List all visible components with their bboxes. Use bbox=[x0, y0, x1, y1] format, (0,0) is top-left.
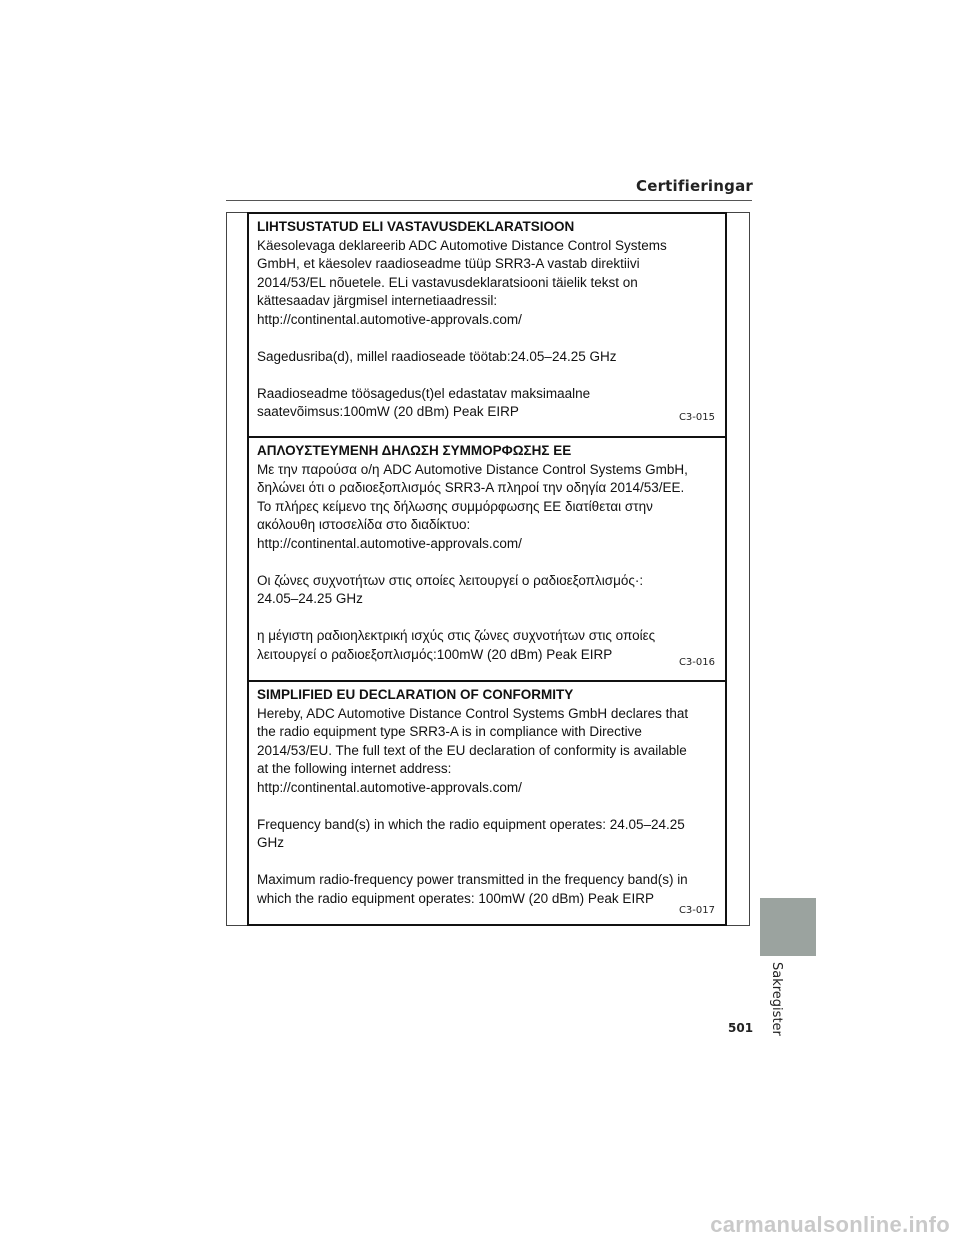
declaration-line: Με την παρούσα ο/η ADC Automotive Distance Control Systems GmbH, bbox=[257, 461, 688, 477]
declaration-line: 2014/53/EL nõuetele. ELi vastavusdeklaratsiooni täielik tekst on bbox=[257, 274, 638, 290]
reference-code: C3-016 bbox=[678, 657, 715, 668]
section-title: Certifieringar bbox=[635, 177, 753, 195]
section-tab-marker bbox=[760, 898, 816, 956]
declaration-english bbox=[247, 680, 727, 926]
frequency-band-line: Sagedusriba(d), millel raadioseade töötab:24.05–24.25 GHz bbox=[257, 348, 617, 364]
declaration-line: Käesolevaga deklareerib ADC Automotive Distance Control Systems bbox=[257, 237, 667, 253]
declaration-url: http://continental.automotive-approvals.com/ bbox=[257, 779, 522, 795]
header-divider bbox=[226, 200, 752, 201]
watermark: carmanualsonline.info bbox=[710, 1212, 950, 1237]
frequency-band-line: GHz bbox=[257, 835, 284, 850]
declaration-line: 2014/53/EU. The full text of the EU declaration of conformity is available bbox=[257, 742, 687, 758]
reference-code: C3-015 bbox=[678, 412, 715, 423]
max-power-line: λειτουργεί ο ραδιοεξοπλισμός:100mW (20 dBm) Peak EIRP bbox=[257, 646, 613, 662]
reference-code: C3-017 bbox=[678, 905, 715, 916]
max-power-line: Raadioseadme töösagedus(t)el edastatav maksimaalne bbox=[257, 385, 591, 401]
declaration-title: ΑΠΛΟΥΣΤΕΥΜΕΝΗ ΔΗΛΩΣΗ ΣΥΜΜΟΡΦΩΣΗΣ ΕΕ bbox=[257, 443, 572, 458]
page-number: 501 bbox=[728, 1021, 754, 1035]
declaration-line: δηλώνει ότι ο ραδιοεξοπλισμός SRR3-A πληροί την οδηγία 2014/53/ΕΕ. bbox=[257, 480, 685, 495]
max-power-line: which the radio equipment operates: 100mW (20 dBm) Peak EIRP bbox=[257, 890, 654, 906]
max-power-line: Maximum radio-frequency power transmitted in the frequency band(s) in bbox=[257, 872, 688, 887]
declaration-title: SIMPLIFIED EU DECLARATION OF CONFORMITY bbox=[257, 687, 574, 702]
declaration-title: LIHTSUSTATUD ELI VASTAVUSDEKLARATSIOON bbox=[257, 219, 575, 234]
declaration-line: Hereby, ADC Automotive Distance Control Systems GmbH declares that bbox=[257, 705, 689, 721]
frequency-band-line: Frequency band(s) in which the radio equipment operates: 24.05–24.25 bbox=[257, 816, 685, 832]
declaration-estonian bbox=[247, 212, 727, 436]
declaration-url: http://continental.automotive-approvals.com/ bbox=[257, 535, 522, 551]
max-power-line: η μέγιστη ραδιοηλεκτρική ισχύς στις ζώνες συχνοτήτων στις οποίες bbox=[257, 628, 656, 643]
declaration-line: kättesaadav järgmisel internetiaadressil: bbox=[257, 293, 498, 308]
declaration-line: Το πλήρες κείμενο της δήλωσης συμμόρφωσης ΕΕ διατίθεται στην bbox=[257, 498, 653, 514]
declaration-url: http://continental.automotive-approvals.com/ bbox=[257, 311, 522, 327]
section-tab-label: Sakregister bbox=[769, 962, 784, 1036]
declaration-line: ακόλουθη ιστοσελίδα στο διαδίκτυο: bbox=[257, 517, 471, 532]
declaration-line: at the following internet address: bbox=[257, 761, 452, 776]
declaration-line: the radio equipment type SRR3-A is in compliance with Directive bbox=[257, 724, 642, 739]
frequency-band-line: 24.05–24.25 GHz bbox=[257, 591, 363, 606]
declaration-greek bbox=[247, 436, 727, 680]
frequency-band-line: Οι ζώνες συχνοτήτων στις οποίες λειτουργεί ο ραδιοεξοπλισμός·: bbox=[257, 572, 644, 588]
declaration-line: GmbH, et käesolev raadioseadme tüüp SRR3-A vastab direktiivi bbox=[257, 256, 640, 271]
max-power-line: saatevõimsus:100mW (20 dBm) Peak EIRP bbox=[257, 404, 519, 419]
